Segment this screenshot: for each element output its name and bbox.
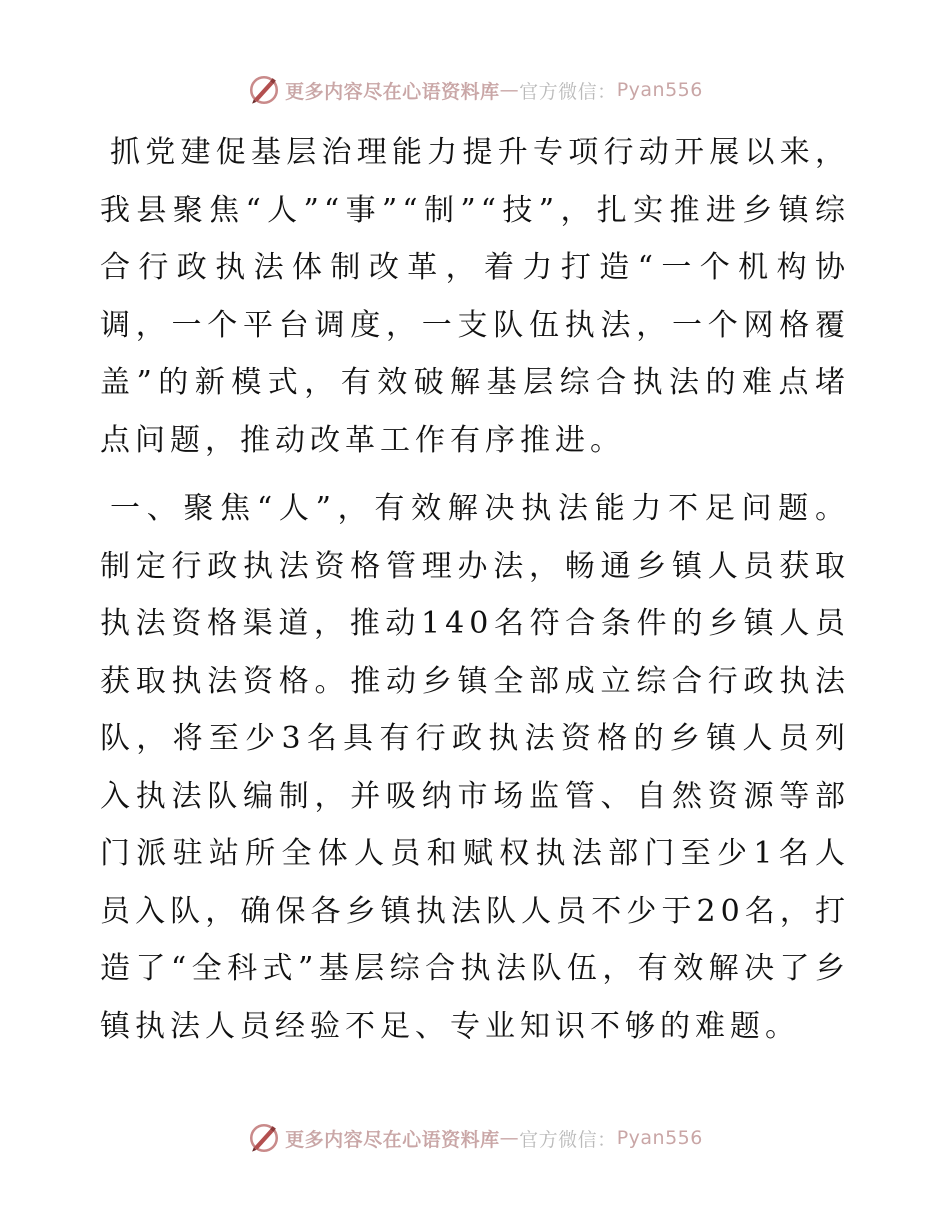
paragraph-section-one: 一、聚焦“人”，有效解决执法能力不足问题。制定行政执法资格管理办法，畅通乡镇人员获取执法资格渠道，推动140名符合条件的乡镇人员获取执法资格。推动乡镇全部成立综合行政执法队，将至少3名具有行政执法资格的乡镇人员列入执法队编制，并吸纳市场监管、自然资源等部门派驻站所全体人员和赋权执法部门至少1名人员入队，确保各乡镇执法队人员不少于20名，打造了“全科式”基层综合执法队伍，有效解决了乡镇执法人员经验不足、专业知识不够的难题。	[100, 491, 850, 1044]
watermark-label: 官方微信	[519, 1128, 598, 1151]
watermark-colon: ：	[597, 80, 617, 103]
document-body	[100, 124, 850, 1055]
red-pen-circle-logo-icon	[247, 73, 281, 107]
watermark-account: Pyan556	[616, 1127, 703, 1149]
watermark-colon: ：	[597, 1128, 617, 1151]
watermark-brand: 更多内容尽在心语资料库	[285, 80, 500, 103]
watermark-brand: 更多内容尽在心语资料库	[285, 1128, 500, 1151]
watermark-dash: —	[499, 1127, 520, 1149]
watermark-dash: —	[499, 79, 520, 101]
header-watermark	[0, 72, 950, 108]
paragraph-intro: 抓党建促基层治理能力提升专项行动开展以来，我县聚焦“人”“事”“制”“技”，扎实推进乡镇综合行政执法体制改革，着力打造“一个机构协调，一个平台调度，一支队伍执法，一个网格覆盖”的新模式，有效破解基层综合执法的难点堵点问题，推动改革工作有序推进。	[100, 135, 850, 458]
watermark-account: Pyan556	[616, 79, 703, 101]
footer-watermark	[0, 1120, 950, 1156]
red-pen-circle-logo-icon	[247, 1121, 281, 1155]
watermark-label: 官方微信	[519, 80, 598, 103]
